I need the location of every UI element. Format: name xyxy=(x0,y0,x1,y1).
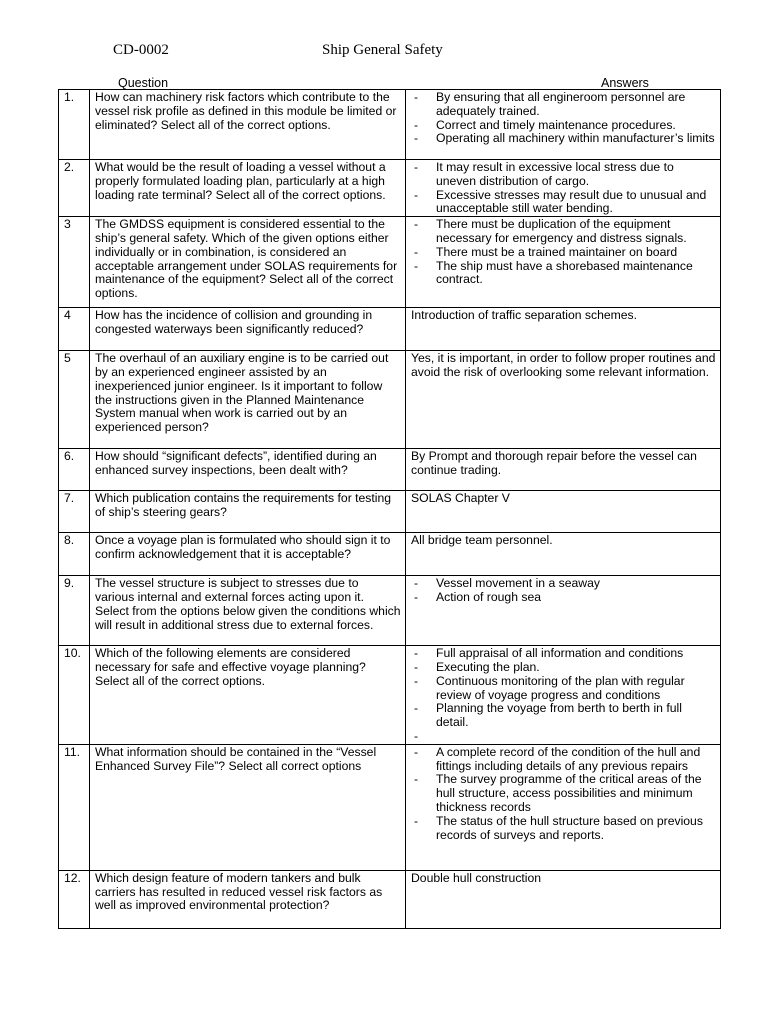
question-number: 2. xyxy=(59,160,90,217)
question-text: The vessel structure is subject to stresses due to various internal and external forces acting upon it. Select from the options below given the conditions which will result in additional stress due to external forces. xyxy=(90,576,406,646)
question-text: Which of the following elements are considered necessary for safe and effective voyage planning? Select all of the correct options. xyxy=(90,646,406,745)
answer-item: - Excessive stresses may result due to unusual and unacceptable still water bending. xyxy=(411,189,716,217)
table-row xyxy=(59,449,721,491)
answer-item: - The ship must have a shorebased maintenance contract. xyxy=(411,260,716,288)
answer-cell xyxy=(406,160,721,217)
answer-item: - It may result in excessive local stress due to uneven distribution of cargo. xyxy=(411,161,716,189)
answer-item: - By ensuring that all engineroom personnel are adequately trained. xyxy=(411,91,716,119)
document-title: Ship General Safety xyxy=(322,42,443,58)
question-number: 9. xyxy=(59,576,90,646)
question-text: The overhaul of an auxiliary engine is to be carried out by an experienced engineer assisted by an inexperienced junior engineer. Is it important to follow the instructions given in the Planned Maintenance System manual when work is carried out by an experienced person? xyxy=(90,351,406,449)
question-number: 3 xyxy=(59,217,90,308)
answer-list xyxy=(411,161,716,216)
table-row xyxy=(59,308,721,351)
answer-text: Introduction of traffic separation schemes. xyxy=(406,308,721,351)
answer-item: - Correct and timely maintenance procedures. xyxy=(411,119,716,133)
question-number: 1. xyxy=(59,90,90,160)
answer-list xyxy=(411,746,716,843)
question-number: 7. xyxy=(59,491,90,533)
qa-table-body xyxy=(59,90,721,929)
answers-column-header: Answers xyxy=(601,76,649,90)
question-text: What would be the result of loading a vessel without a properly formulated loading plan, particularly at a high loading rate terminal? Select all of the correct options. xyxy=(90,160,406,217)
question-text: How can machinery risk factors which contribute to the vessel risk profile as defined in this module be limited or eliminated? Select all of the correct options. xyxy=(90,90,406,160)
question-text: Which publication contains the requirements for testing of ship’s steering gears? xyxy=(90,491,406,533)
table-row xyxy=(59,533,721,576)
answer-cell xyxy=(406,576,721,646)
table-row xyxy=(59,160,721,217)
question-number: 8. xyxy=(59,533,90,576)
answer-text: By Prompt and thorough repair before the vessel can continue trading. xyxy=(406,449,721,491)
question-number: 4 xyxy=(59,308,90,351)
answer-cell xyxy=(406,744,721,870)
answer-item xyxy=(411,730,716,744)
question-text: Which design feature of modern tankers and bulk carriers has resulted in reduced vessel risk factors as well as improved environmental protection? xyxy=(90,870,406,928)
answer-list xyxy=(411,91,716,146)
answer-item: - Executing the plan. xyxy=(411,661,716,675)
answer-text: SOLAS Chapter V xyxy=(406,491,721,533)
answer-item: - Vessel movement in a seaway xyxy=(411,577,716,591)
table-row xyxy=(59,90,721,160)
answer-cell xyxy=(406,217,721,308)
question-number: 5 xyxy=(59,351,90,449)
table-row xyxy=(59,217,721,308)
qa-table xyxy=(58,89,721,929)
question-number: 12. xyxy=(59,870,90,928)
answer-item: - Planning the voyage from berth to berth in full detail. xyxy=(411,702,716,730)
table-row xyxy=(59,646,721,745)
answer-text: Yes, it is important, in order to follow proper routines and avoid the risk of overlooking some relevant information. xyxy=(406,351,721,449)
answer-list xyxy=(411,577,716,605)
answer-item: - Action of rough sea xyxy=(411,591,716,605)
answer-cell xyxy=(406,90,721,160)
answer-text: All bridge team personnel. xyxy=(406,533,721,576)
answer-item: - There must be duplication of the equipment necessary for emergency and distress signals. xyxy=(411,218,716,246)
answer-text: Double hull construction xyxy=(406,870,721,928)
answer-list xyxy=(411,218,716,287)
answer-item: - Operating all machinery within manufacturer’s limits xyxy=(411,132,716,146)
question-text: The GMDSS equipment is considered essential to the ship’s general safety. Which of the given options either individually or in combination, is considered an acceptable arrangement under SOLAS requirements for maintenance of the equipment? Select all of the correct options. xyxy=(90,217,406,308)
document-code: CD-0002 xyxy=(113,42,169,58)
question-text: How should “significant defects”, identified during an enhanced survey inspections, been dealt with? xyxy=(90,449,406,491)
answer-cell xyxy=(406,646,721,745)
answer-item: - Continuous monitoring of the plan with regular review of voyage progress and conditions xyxy=(411,675,716,703)
answer-item: - The survey programme of the critical areas of the hull structure, access possibilities and minimum thickness records xyxy=(411,773,716,814)
table-row xyxy=(59,744,721,870)
table-row xyxy=(59,870,721,928)
question-text: What information should be contained in the “Vessel Enhanced Survey File”? Select all correct options xyxy=(90,744,406,870)
answer-item: - Full appraisal of all information and conditions xyxy=(411,647,716,661)
table-row xyxy=(59,491,721,533)
question-number: 10. xyxy=(59,646,90,745)
question-number: 11. xyxy=(59,744,90,870)
answer-item: - The status of the hull structure based on previous records of surveys and reports. xyxy=(411,815,716,843)
table-row xyxy=(59,351,721,449)
question-column-header: Question xyxy=(118,76,169,90)
answer-item: - There must be a trained maintainer on board xyxy=(411,246,716,260)
answer-list xyxy=(411,647,716,744)
question-number: 6. xyxy=(59,449,90,491)
question-text: Once a voyage plan is formulated who should sign it to confirm acknowledgement that it is acceptable? xyxy=(90,533,406,576)
table-row xyxy=(59,576,721,646)
answer-item: - A complete record of the condition of the hull and fittings including details of any previous repairs xyxy=(411,746,716,774)
question-text: How has the incidence of collision and grounding in congested waterways been significantly reduced? xyxy=(90,308,406,351)
